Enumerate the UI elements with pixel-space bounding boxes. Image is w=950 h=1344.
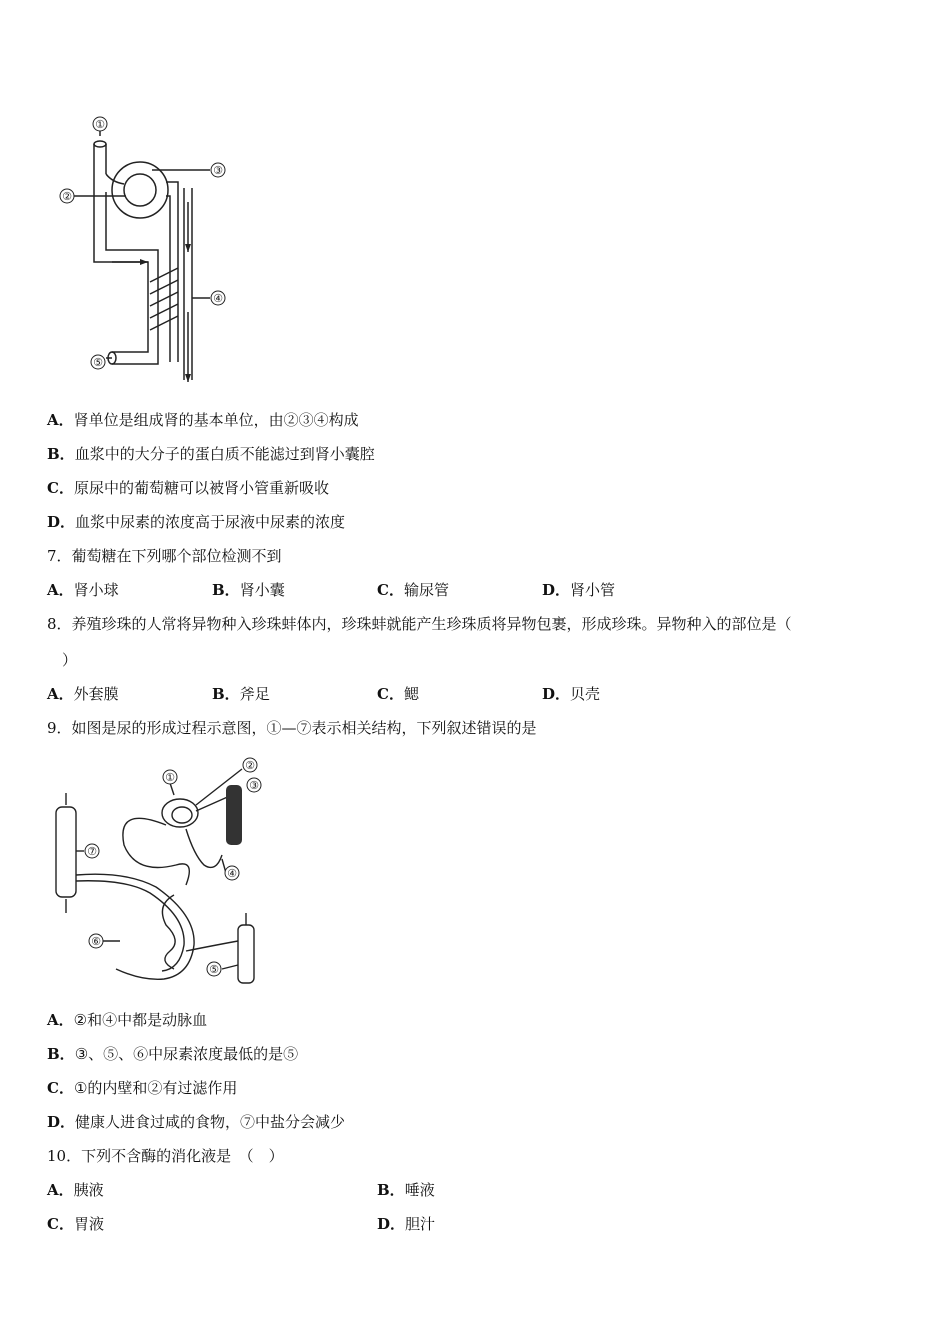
option-letter: D． [542, 685, 571, 703]
q9-option-d[interactable] [47, 1112, 345, 1132]
option-text: 胆汁 [405, 1215, 436, 1233]
option-text: 鳃 [403, 685, 419, 703]
fig2-marker-4: ④ [227, 867, 237, 880]
q10-option-b[interactable] [377, 1180, 435, 1200]
marker-3: ③ [213, 164, 223, 177]
fig2-marker-5: ⑤ [209, 963, 219, 976]
q7-option-d[interactable] [542, 580, 615, 600]
option-text: 肾小囊 [239, 581, 285, 599]
option-letter: D． [47, 513, 76, 531]
option-letter: A． [47, 411, 74, 429]
option-text: 健康人进食过咸的食物，⑦中盐分会减少 [75, 1113, 346, 1131]
option-letter: B． [47, 1045, 75, 1063]
q10-option-c[interactable] [47, 1214, 104, 1234]
q9-stem: 9．如图是尿的形成过程示意图，①—⑦表示相关结构，下列叙述错误的是 [47, 719, 537, 737]
option-text: 胰液 [73, 1181, 104, 1199]
option-letter: A． [47, 581, 74, 599]
option-text: ①的内壁和②有过滤作用 [73, 1079, 238, 1097]
marker-5: ⑤ [93, 356, 103, 369]
option-text: 唾液 [404, 1181, 435, 1199]
option-letter: B． [212, 685, 240, 703]
option-letter: D． [542, 581, 571, 599]
q8-option-c[interactable] [377, 684, 419, 704]
q6-option-d[interactable] [47, 512, 345, 532]
q10-option-d[interactable] [377, 1214, 435, 1234]
option-letter: C． [47, 1215, 74, 1233]
option-text: 输尿管 [403, 581, 449, 599]
q9-option-b[interactable] [47, 1044, 298, 1064]
q8-option-a[interactable] [47, 684, 119, 704]
option-letter: D． [377, 1215, 406, 1233]
option-text: 原尿中的葡萄糖可以被肾小管重新吸收 [73, 479, 329, 497]
fig2-marker-7: ⑦ [87, 845, 97, 858]
q10-option-a[interactable] [47, 1180, 104, 1200]
option-letter: C． [47, 479, 74, 497]
marker-1: ① [95, 118, 105, 131]
marker-4: ④ [213, 292, 223, 305]
option-text: 血浆中的大分子的蛋白质不能滤过到肾小囊腔 [74, 445, 375, 463]
q6-option-c[interactable] [47, 478, 329, 498]
option-text: 肾小管 [570, 581, 616, 599]
fig2-marker-2: ② [245, 759, 255, 772]
nephron-diagram [50, 112, 240, 392]
option-text: 外套膜 [73, 685, 119, 703]
option-text: ③、⑤、⑥中尿素浓度最低的是⑤ [74, 1045, 299, 1063]
q7-option-b[interactable] [212, 580, 285, 600]
q8-option-d[interactable] [542, 684, 600, 704]
option-text: 血浆中尿素的浓度高于尿液中尿素的浓度 [75, 513, 346, 531]
option-text: 肾小球 [73, 581, 119, 599]
fig2-marker-6: ⑥ [91, 935, 101, 948]
option-letter: A． [47, 1011, 74, 1029]
fig2-marker-1: ① [165, 771, 175, 784]
q7-option-a[interactable] [47, 580, 119, 600]
q7-option-c[interactable] [377, 580, 449, 600]
q9-option-c[interactable] [47, 1078, 237, 1098]
q10-stem: 10．下列不含酶的消化液是 （ ） [47, 1147, 284, 1165]
option-letter: A． [47, 1181, 74, 1199]
option-letter: C． [377, 685, 404, 703]
option-letter: C． [47, 1079, 74, 1097]
option-letter: C． [377, 581, 404, 599]
q8-stem-line1: 8．养殖珍珠的人常将异物种入珍珠蚌体内，珍珠蚌就能产生珍珠质将异物包裹，形成珍珠。异物种入的部位是（ [47, 615, 792, 633]
q6-option-a[interactable] [47, 410, 359, 430]
option-letter: B． [47, 445, 75, 463]
option-letter: A． [47, 685, 74, 703]
q6-option-b[interactable] [47, 444, 375, 464]
q7-stem: 7．葡萄糖在下列哪个部位检测不到 [47, 547, 282, 565]
option-text: ②和④中都是动脉血 [73, 1011, 208, 1029]
option-text: 贝壳 [570, 685, 601, 703]
option-text: 斧足 [239, 685, 270, 703]
q8-stem-line2: ） [62, 651, 78, 669]
q8-option-b[interactable] [212, 684, 270, 704]
marker-2: ② [62, 190, 72, 203]
urine-formation-diagram [46, 755, 276, 995]
option-letter: B． [377, 1181, 405, 1199]
fig2-marker-3: ③ [249, 779, 259, 792]
option-text: 肾单位是组成肾的基本单位，由②③④构成 [73, 411, 359, 429]
option-text: 胃液 [73, 1215, 104, 1233]
q9-option-a[interactable] [47, 1010, 207, 1030]
option-letter: D． [47, 1113, 76, 1131]
option-letter: B． [212, 581, 240, 599]
